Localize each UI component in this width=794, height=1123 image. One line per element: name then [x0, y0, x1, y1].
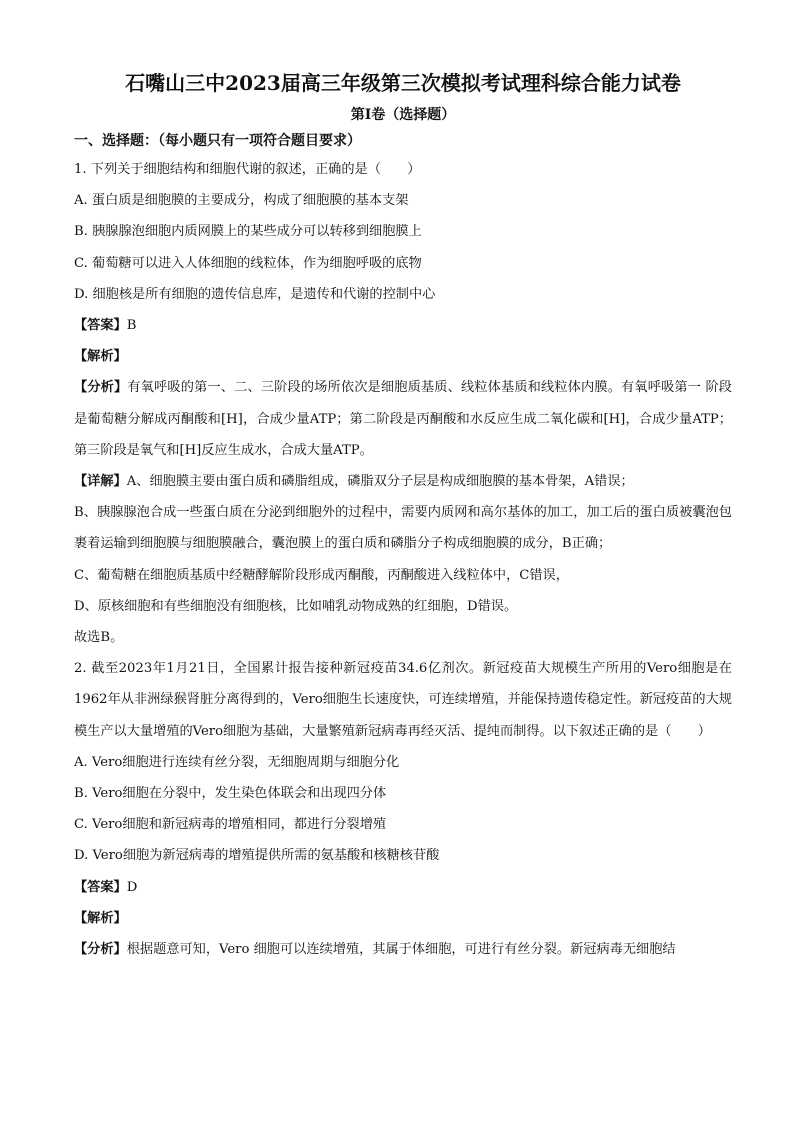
question-stem: 2. 截至2023年1月21日，全国累计报告接种新冠疫苗34.6亿剂次。新冠疫苗大规模生产所用的Vero细胞是在1962年从非洲绿猴肾脏分离得到的，Vero细胞生长速度快，可连续增殖，并能保持遗传稳定性。新冠疫苗的大规模生产以大量增殖的Vero细胞为基础，大量繁殖新冠病毒再经灭活、提纯而制得。以下叙述正确的是（ ） — [74, 661, 732, 739]
fenxi-tag: 【分析】 — [74, 380, 128, 396]
answer-line — [74, 872, 732, 903]
xiangjie-text: A、细胞膜主要由蛋白质和磷脂组成，磷脂双分子层是构成细胞膜的基本骨架，A错误； — [126, 474, 634, 490]
option-b: B. 胰腺腺泡细胞内质网膜上的某些成分可以转移到细胞膜上 — [74, 224, 422, 240]
analysis-label: 【解析】 — [74, 910, 127, 926]
answer-tag: 【答案】 — [74, 318, 127, 334]
detail-line-b: B、胰腺腺泡合成一些蛋白质在分泌到细胞外的过程中，需要内质网和高尔基体的加工，加工后的蛋白质被囊泡包裹着运输到细胞膜与细胞膜融合，囊泡膜上的蛋白质和磷脂分子构成细胞膜的成分，B正确； — [74, 505, 732, 552]
section-heading: 一、选择题：（每小题只有一项符合题目要求） — [74, 133, 361, 149]
xiangjie-tag: 【详解】 — [74, 474, 127, 490]
option-c: C. Vero细胞和新冠病毒的增殖相同，都进行分裂增殖 — [74, 817, 387, 833]
analysis-label: 【解析】 — [74, 349, 127, 365]
option-a: A. Vero细胞进行连续有丝分裂，无细胞周期与细胞分化 — [74, 754, 400, 770]
volume-subtitle: 第I卷（选择题） — [350, 107, 456, 123]
fenxi-text: 有氧呼吸的第一、二、三阶段的场所依次是细胞质基质、线粒体基质和线粒体内膜。有氧呼吸第一 阶段是葡萄糖分解成丙酮酸和[H]，合成少量ATP；第二阶段是丙酮酸和水反应生成二氧化碳和[H]，合成少量ATP；第三阶段是氧气和[H]反应生成水，合成大量ATP。 — [74, 380, 732, 458]
question-stem: 1. 下列关于细胞结构和细胞代谢的叙述，正确的是（ ） — [74, 162, 421, 177]
option-d: D. 细胞核是所有细胞的遗传信息库，是遗传和代谢的控制中心 — [74, 286, 436, 302]
question-2 — [74, 653, 732, 965]
choose-line: 故选B。 — [74, 630, 124, 646]
option-b: B. Vero细胞在分裂中，发生染色体联会和出现四分体 — [74, 786, 387, 802]
option-c: C. 葡萄糖可以进入人体细胞的线粒体，作为细胞呼吸的底物 — [74, 255, 422, 271]
detail-line-d: D、原核细胞和有些细胞没有细胞核，比如哺乳动物成熟的红细胞，D错误。 — [74, 598, 518, 614]
analysis-xiangjie — [74, 466, 732, 497]
detail-line-c: C、葡萄糖在细胞质基质中经糖酵解阶段形成丙酮酸，丙酮酸进入线粒体中，C错误， — [74, 567, 569, 583]
answer-value: B — [126, 318, 137, 334]
option-a: A. 蛋白质是细胞膜的主要成分，构成了细胞膜的基本支架 — [74, 193, 409, 209]
analysis-fenxi — [74, 372, 732, 466]
analysis-fenxi — [74, 934, 732, 965]
answer-tag: 【答案】 — [74, 879, 127, 895]
answer-line — [74, 310, 732, 341]
fenxi-text: 根据题意可知，Vero 细胞可以连续增殖，其属于体细胞，可进行有丝分裂。新冠病毒无细胞结 — [126, 942, 676, 958]
exam-title: 石嘴山三中2023届高三年级第三次模拟考试理科综合能力试卷 — [125, 71, 681, 95]
fenxi-tag: 【分析】 — [74, 942, 127, 958]
option-d: D. Vero细胞为新冠病毒的增殖提供所需的氨基酸和核糖核苷酸 — [74, 848, 440, 864]
answer-value: D — [126, 879, 138, 895]
question-1 — [74, 154, 732, 653]
